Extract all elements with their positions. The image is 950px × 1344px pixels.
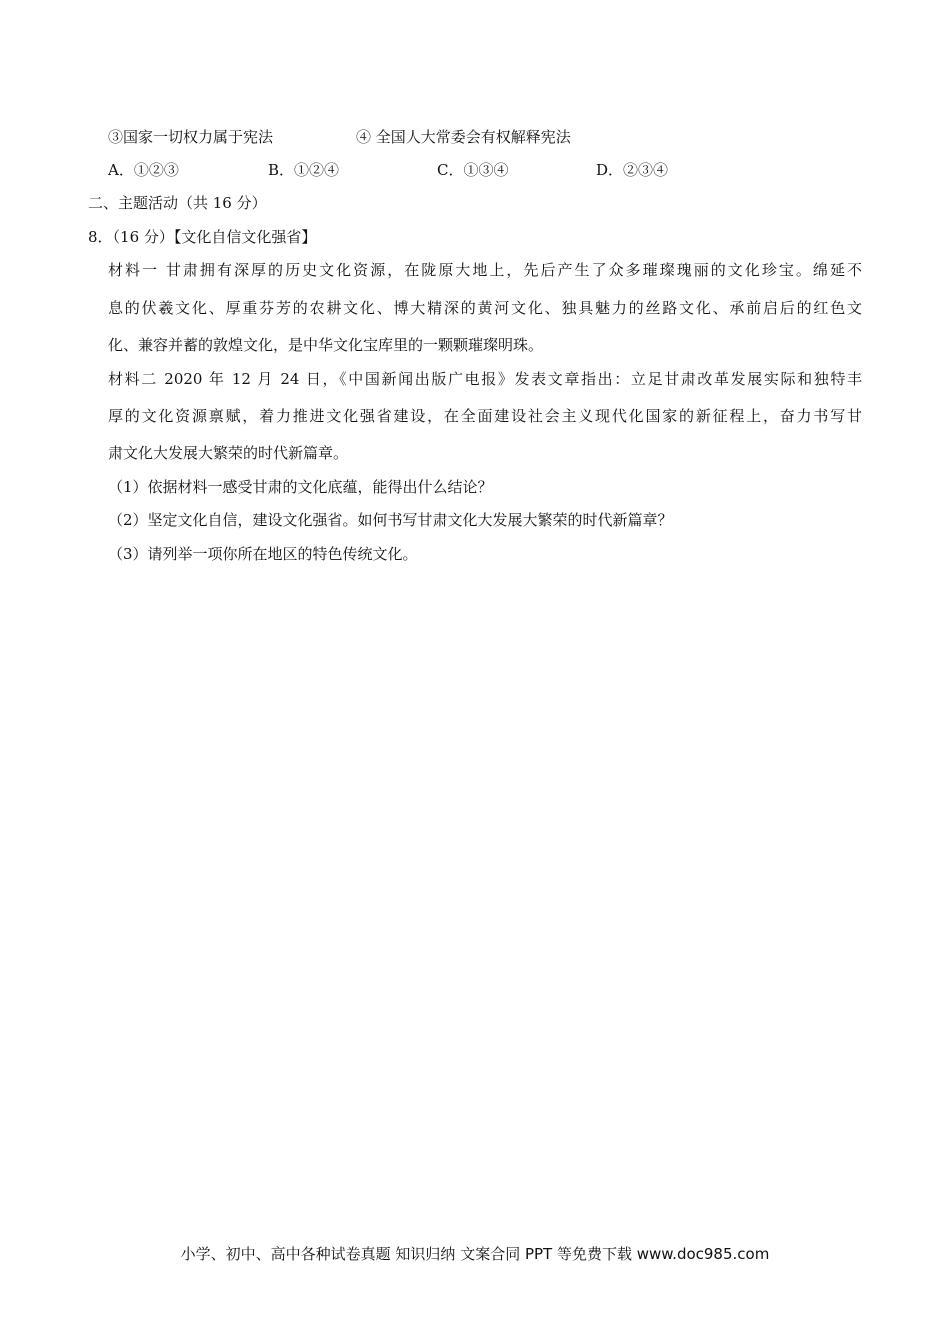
material-1-line-2: 息的伏羲文化、厚重芬芳的农耕文化、博大精深的黄河文化、独具魅力的丝路文化、承前启后的红色文 <box>108 299 862 317</box>
statement-4: ④ 全国人大常委会有权解释宪法 <box>356 128 571 146</box>
sub-question-1: （1）依据材料一感受甘肃的文化底蕴，能得出什么结论？ <box>108 478 493 496</box>
material-2-line-1: 材料二 2020 年 12 月 24 日，《中国新闻出版广电报》发表文章指出：立足甘肃改革发展实际和独特丰 <box>108 370 862 388</box>
option-b: B．①②④ <box>268 161 340 179</box>
sub-question-3: （3）请列举一项你所在地区的特色传统文化。 <box>108 545 418 563</box>
material-2-line-3: 肃文化大发展大繁荣的时代新篇章。 <box>108 444 349 462</box>
section-two-title: 二、主题活动（共 16 分） <box>88 194 267 212</box>
option-d: D．②③④ <box>596 161 669 179</box>
option-a: A．①②③ <box>108 161 179 179</box>
page-footer: 小学、初中、高中各种试卷真题 知识归纳 文案合同 PPT 等免费下载 www.doc985.com <box>180 1245 770 1263</box>
material-1-line-1: 材料一 甘肃拥有深厚的历史文化资源，在陇原大地上，先后产生了众多璀璨瑰丽的文化珍宝。绵延不 <box>108 261 862 279</box>
question-8-header: 8．（16 分）【文化自信文化强省】 <box>88 228 317 246</box>
option-c: C．①③④ <box>437 161 509 179</box>
statement-3: ③国家一切权力属于宪法 <box>108 128 274 146</box>
material-2-line-2: 厚的文化资源禀赋，着力推进文化强省建设，在全面建设社会主义现代化国家的新征程上，奋力书写甘 <box>108 407 862 425</box>
sub-question-2: （2）坚定文化自信，建设文化强省。如何书写甘肃文化大发展大繁荣的时代新篇章？ <box>108 511 673 529</box>
material-1-line-3: 化、兼容并蓄的敦煌文化，是中华文化宝库里的一颗颗璀璨明珠。 <box>108 336 544 354</box>
